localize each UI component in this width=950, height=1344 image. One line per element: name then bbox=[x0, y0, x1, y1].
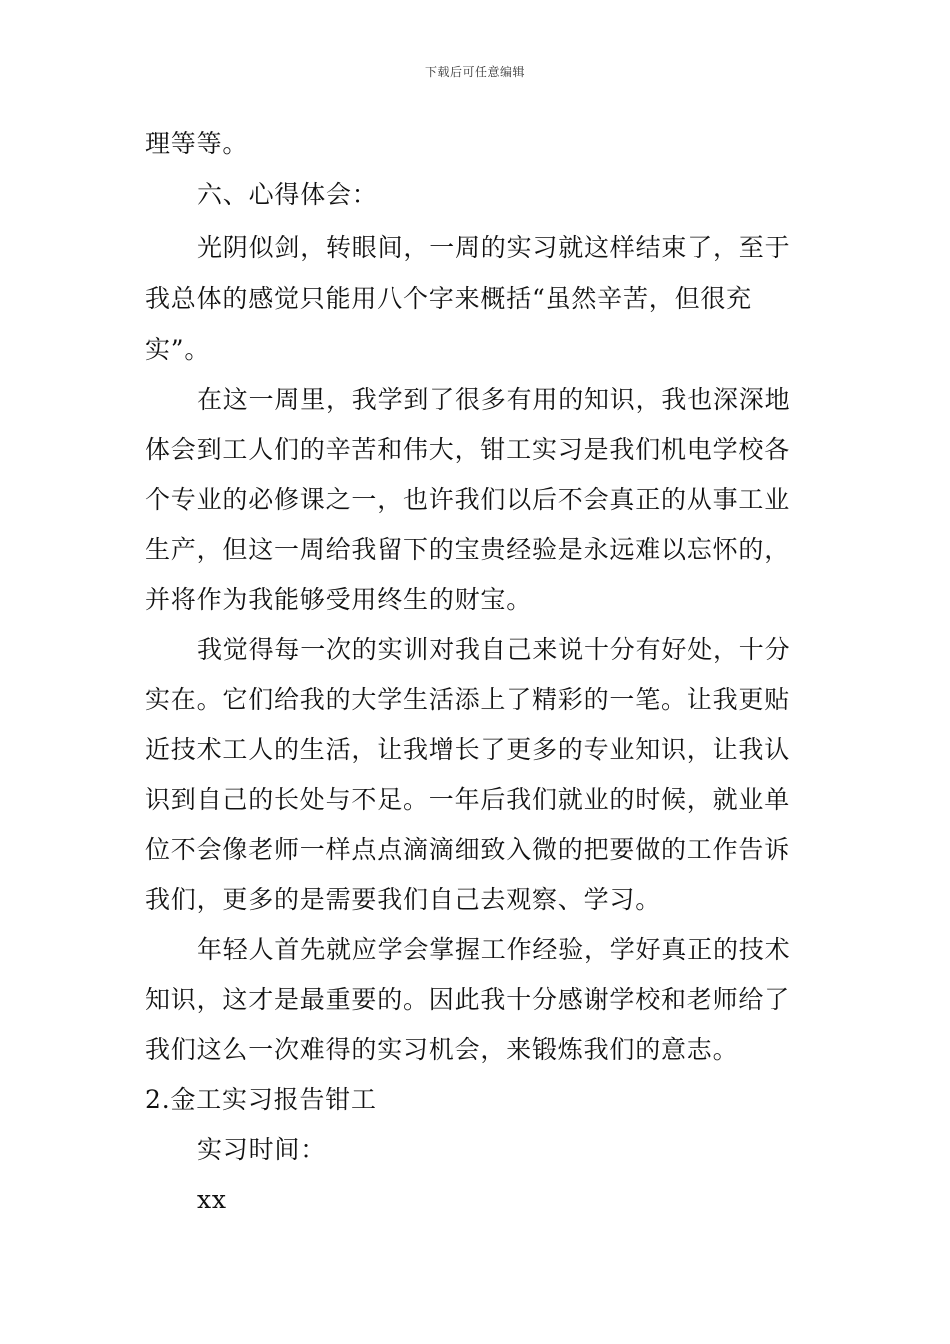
paragraph-2-line-5: 并将作为我能够受用终生的财宝。 bbox=[145, 585, 533, 614]
section-title-report-2: 2.金工实习报告钳工 bbox=[145, 1085, 377, 1114]
paragraph-1-line-1: 光阴似剑，转眼间，一周的实习就这样结束了，至于 bbox=[197, 233, 791, 262]
section-heading-reflections: 六、心得体会： bbox=[197, 180, 378, 209]
paragraph-3-line-3: 近技术工人的生活，让我增长了更多的专业知识，让我认 bbox=[145, 735, 791, 764]
paragraph-1-line-3: 实”。 bbox=[145, 335, 211, 364]
paragraph-1-line-2: 我总体的感觉只能用八个字来概括“虽然辛苦，但很充 bbox=[145, 284, 752, 313]
paragraph-2-line-2: 体会到工人们的辛苦和伟大，钳工实习是我们机电学校各 bbox=[145, 435, 791, 464]
internship-time-label: 实习时间： bbox=[197, 1135, 327, 1164]
paragraph-3-line-5: 位不会像老师一样点点滴滴细致入微的把要做的工作告诉 bbox=[145, 835, 791, 864]
paragraph-3-line-1: 我觉得每一次的实训对我自己来说十分有好处，十分 bbox=[197, 635, 791, 664]
paragraph-3-line-2: 实在。它们给我的大学生活添上了精彩的一笔。让我更贴 bbox=[145, 685, 791, 714]
paragraph-2-line-3: 个专业的必修课之一，也许我们以后不会真正的从事工业 bbox=[145, 485, 791, 514]
paragraph-2-line-1: 在这一周里，我学到了很多有用的知识，我也深深地 bbox=[197, 385, 791, 414]
page-header-note: 下载后可任意编辑 bbox=[424, 65, 525, 79]
paragraph-4-line-3: 我们这么一次难得的实习机会，来锻炼我们的意志。 bbox=[145, 1035, 739, 1064]
paragraph-3-line-6: 我们，更多的是需要我们自己去观察、学习。 bbox=[145, 885, 662, 914]
paragraph-4-line-1: 年轻人首先就应学会掌握工作经验，学好真正的技术 bbox=[197, 935, 791, 964]
paragraph-2-line-4: 生产，但这一周给我留下的宝贵经验是永远难以忘怀的， bbox=[145, 535, 791, 564]
text-line-continuation: 理等等。 bbox=[145, 129, 249, 158]
paragraph-4-line-2: 知识，这才是最重要的。因此我十分感谢学校和老师给了 bbox=[145, 985, 791, 1014]
paragraph-3-line-4: 识到自己的长处与不足。一年后我们就业的时候，就业单 bbox=[145, 785, 791, 814]
internship-time-value: xx bbox=[197, 1185, 227, 1214]
